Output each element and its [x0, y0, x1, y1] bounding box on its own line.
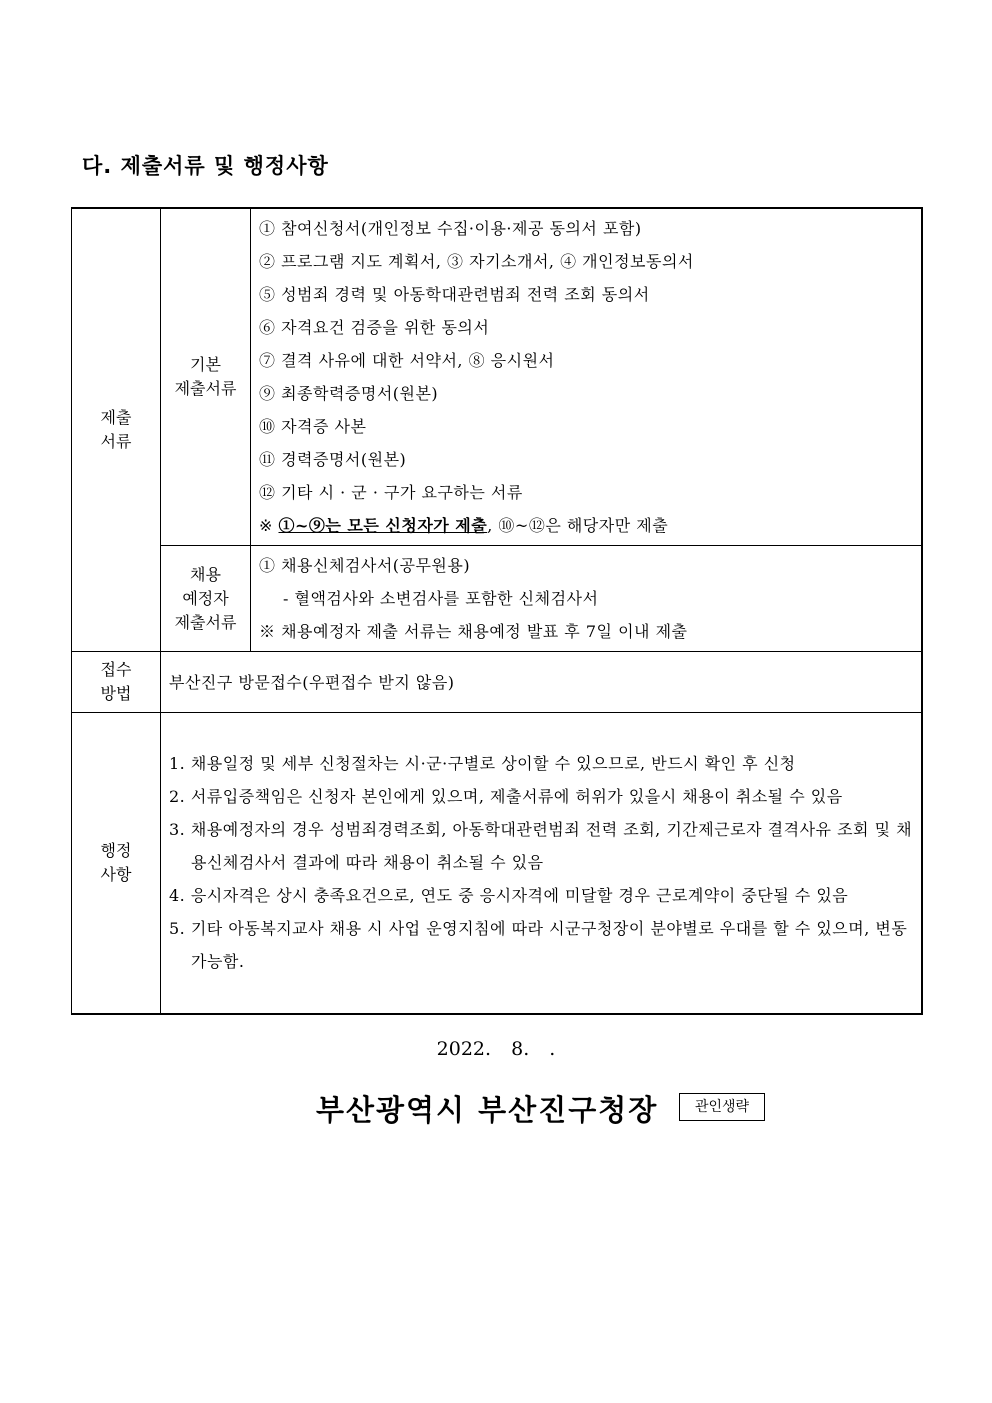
- list-item: 4. 응시자격은 상시 충족요건으로, 연도 중 응시자격에 미달할 경우 근로계약이 중단될 수 있음: [169, 886, 849, 906]
- list-item: 2. 서류입증책임은 신청자 본인에게 있으며, 제출서류에 허위가 있을시 채용이 취소될 수 있음: [169, 787, 843, 807]
- list-item: ② 프로그램 지도 계획서, ③ 자기소개서, ④ 개인정보동의서: [259, 252, 694, 271]
- section-heading: 다. 제출서류 및 행정사항: [82, 154, 329, 178]
- prospective-docs-note: ※ 채용예정자 제출 서류는 채용예정 발표 후 7일 이내 제출: [259, 622, 688, 641]
- admin-list: [161, 713, 922, 1014]
- document-date: 2022. 8. .: [436, 1038, 556, 1060]
- issuer-name: 부산광역시 부산진구청장: [316, 1093, 659, 1127]
- list-item: 3. 채용예정자의 경우 성범죄경력조회, 아동학대관련범죄 전력 조회, 기간제근로자 결격사유 조회 및 채용신체검사서 결과에 따라 채용이 취소될 수 있음: [169, 820, 913, 873]
- submission-label: 제출 서류: [72, 208, 161, 652]
- basic-docs-label: 기본 제출서류: [161, 208, 251, 546]
- list-item: ① 참여신청서(개인정보 수집·이용·제공 동의서 포함): [259, 219, 642, 238]
- list-item: ⑤ 성범죄 경력 및 아동학대관련범죄 전력 조회 동의서: [259, 285, 650, 304]
- list-item: ⑨ 최종학력증명서(원본): [259, 384, 439, 403]
- reception-label: 접수 방법: [72, 652, 161, 713]
- list-item: ⑦ 결격 사유에 대한 서약서, ⑧ 응시원서: [259, 351, 555, 370]
- document-table: [71, 207, 923, 1015]
- list-item: - 혈액검사와 소변검사를 포함한 신체검사서: [283, 589, 599, 608]
- basic-docs-note: ※ ①~⑨는 모든 신청자가 제출, ⑩~⑫은 해당자만 제출: [259, 516, 669, 535]
- prospective-docs-list: [251, 546, 922, 652]
- list-item: ① 채용신체검사서(공무원용): [259, 556, 471, 575]
- basic-docs-list: [251, 208, 922, 546]
- seal-omitted-box: 관인생략: [679, 1093, 765, 1121]
- list-item: ⑥ 자격요건 검증을 위한 동의서: [259, 318, 490, 337]
- list-item: ⑪ 경력증명서(원본): [259, 450, 407, 469]
- note-emphasis: ①~⑨는 모든 신청자가 제출: [278, 516, 488, 535]
- reception-text: 부산진구 방문접수(우편접수 받지 않음): [161, 652, 922, 713]
- list-item: 5. 기타 아동복지교사 채용 시 사업 운영지침에 따라 시군구청장이 분야별로 우대를 할 수 있으며, 변동 가능함.: [169, 919, 908, 972]
- admin-label: 행정 사항: [72, 713, 161, 1014]
- list-item: ⑫ 기타 시 · 군 · 구가 요구하는 서류: [259, 483, 523, 502]
- list-item: 1. 채용일정 및 세부 신청절차는 시·군·구별로 상이할 수 있으므로, 반드시 확인 후 신청: [169, 754, 796, 774]
- prospective-docs-label: 채용 예정자 제출서류: [161, 546, 251, 652]
- list-item: ⑩ 자격증 사본: [259, 417, 367, 436]
